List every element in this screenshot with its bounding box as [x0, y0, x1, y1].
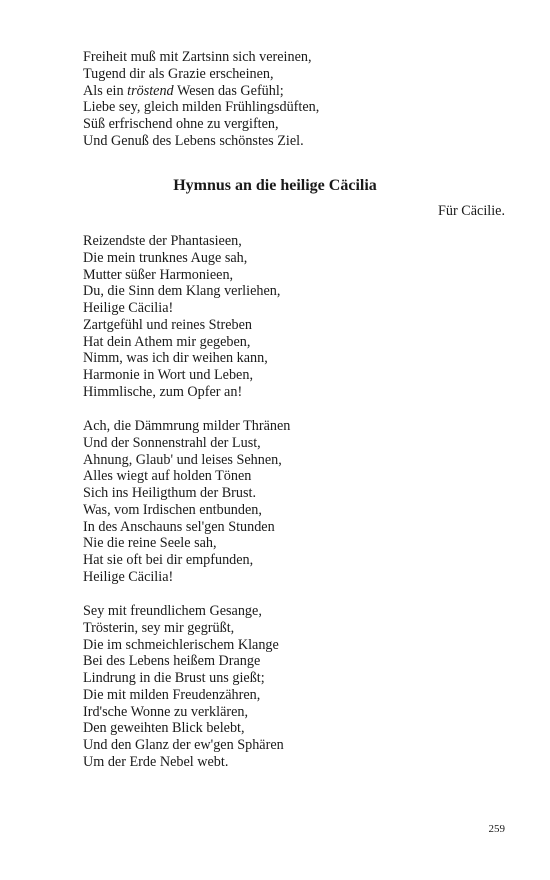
verse-line: Heilige Cäcilia! — [83, 300, 174, 316]
verse-line — [83, 83, 319, 100]
verse-line: Sich ins Heiligthum der Brust. — [83, 485, 257, 501]
stanza-2 — [83, 418, 290, 586]
verse-line: Freiheit muß mit Zartsinn sich vereinen, — [83, 49, 312, 65]
verse-line: Um der Erde Nebel webt. — [83, 753, 229, 770]
verse-line: Die mein trunknes Auge sah, — [83, 249, 248, 266]
verse-line: Was, vom Irdischen entbunden, — [83, 501, 262, 518]
verse-line: Du, die Sinn dem Klang verliehen, — [83, 283, 281, 300]
verse-line: Ird'sche Wonne zu verklären, — [83, 703, 249, 720]
verse-line: Nimm, was ich dir weihen kann, — [83, 350, 268, 367]
page-number: 259 — [488, 823, 505, 835]
verse-line: Und den Glanz der ew'gen Sphären — [83, 737, 284, 753]
verse-line: Tugend dir als Grazie erscheinen, — [83, 65, 274, 82]
stanza-1 — [83, 233, 280, 401]
verse-line: Und der Sonnenstrahl der Lust, — [83, 434, 261, 451]
verse-line: Hat sie oft bei dir empfunden, — [83, 552, 254, 568]
verse-line: Den geweihten Blick belebt, — [83, 720, 245, 737]
verse-line: Reizendste der Phantasieen, — [83, 233, 242, 249]
verse-line: Himmlische, zum Opfer an! — [83, 383, 243, 400]
verse-line-end: Wesen das Gefühl; — [173, 82, 284, 99]
verse-line: Die mit milden Freudenzähren, — [83, 686, 261, 703]
stanza-3 — [83, 603, 284, 771]
verse-line: Hat dein Athem mir gegeben, — [83, 333, 251, 350]
verse-line: Alles wiegt auf holden Tönen — [83, 468, 252, 485]
verse-line: Harmonie in Wort und Leben, — [83, 367, 253, 383]
verse-line: Heilige Cäcilia! — [83, 568, 174, 585]
verse-line: Mutter süßer Harmonieen, — [83, 266, 234, 283]
verse-line: Ahnung, Glaub' und leises Sehnen, — [83, 451, 282, 468]
poem-title: Hymnus an die heilige Cäcilia — [173, 177, 377, 194]
italic-word: tröstend — [127, 82, 174, 99]
verse-line: Liebe sey, gleich milden Frühlingsdüften, — [83, 99, 320, 116]
verse-line: Die im schmeichlerischem Klange — [83, 636, 279, 653]
verse-line: Bei des Lebens heißem Drange — [83, 653, 261, 670]
verse-line: Nie die reine Seele sah, — [83, 535, 217, 552]
verse-line: Ach, die Dämmrung milder Thränen — [83, 418, 291, 434]
verse-line: Lindrung in die Brust uns gießt; — [83, 670, 265, 686]
verse-line-start: Als ein — [83, 82, 128, 99]
stanza-previous-poem — [83, 49, 319, 150]
verse-line: In des Anschauns sel'gen Stunden — [83, 518, 275, 535]
verse-line: Süß erfrischend ohne zu vergiften, — [83, 116, 279, 132]
verse-line: Trösterin, sey mir gegrüßt, — [83, 619, 235, 636]
verse-line: Zartgefühl und reines Streben — [83, 316, 253, 333]
verse-line: Und Genuß des Lebens schönstes Ziel. — [83, 132, 304, 149]
poem-dedication: Für Cäcilie. — [438, 203, 505, 219]
verse-line: Sey mit freundlichem Gesange, — [83, 603, 262, 619]
